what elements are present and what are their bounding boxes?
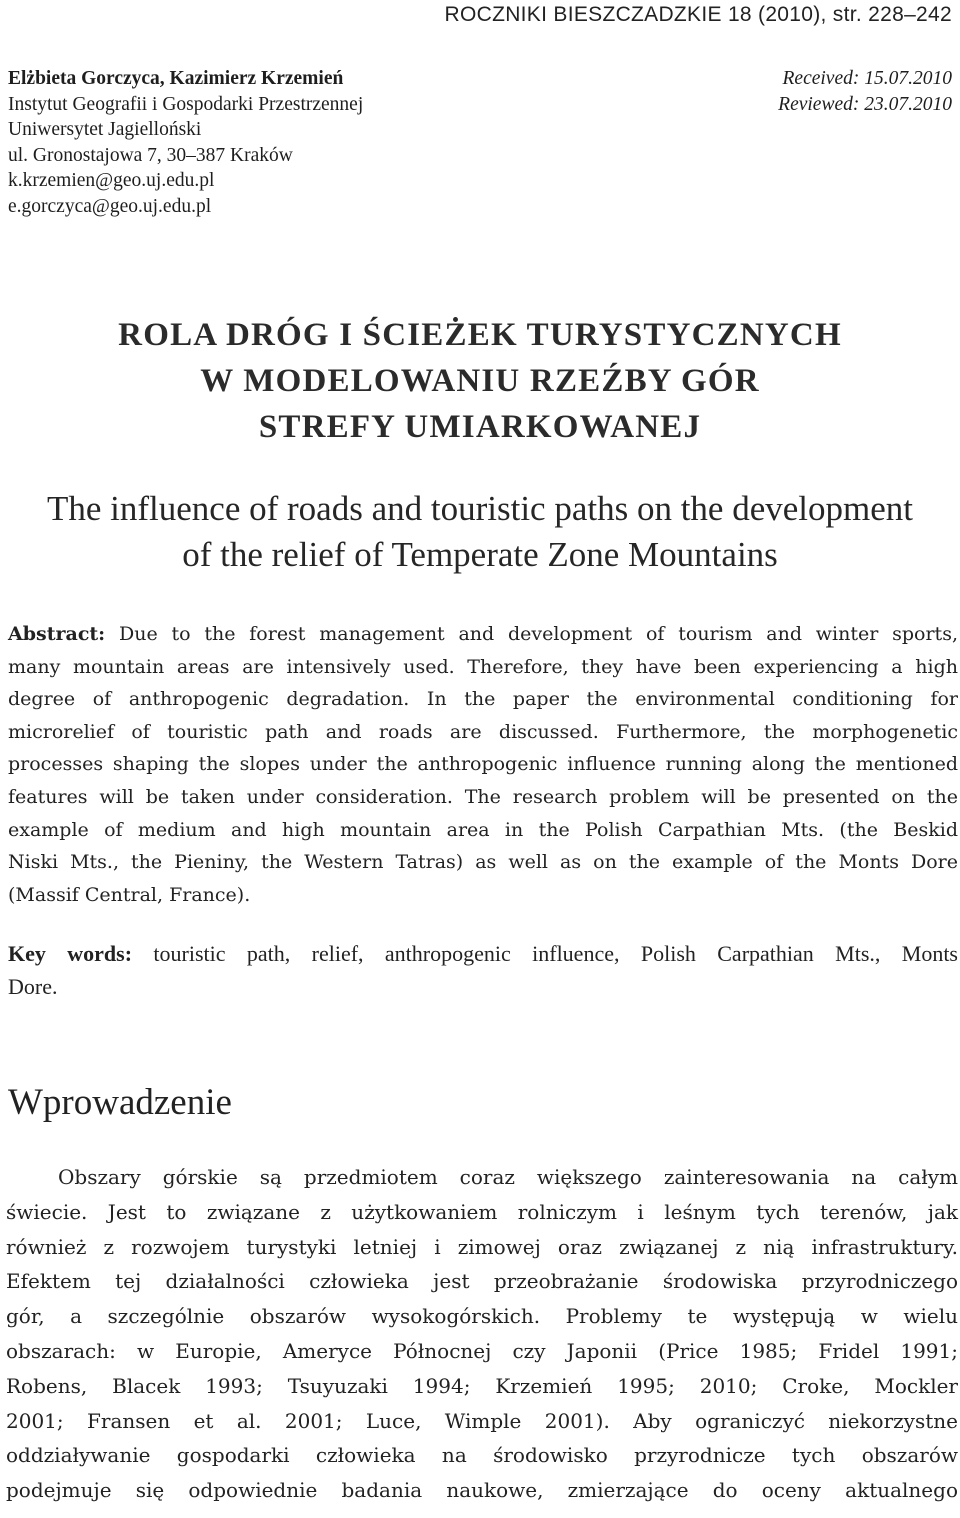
title-polish-line: ROLA DRÓG I ŚCIEŻEK TURYSTYCZNYCH — [118, 317, 842, 353]
section-heading: Wprowadzenie — [8, 1082, 232, 1123]
body-line: 2001; Fransen et al. 2001; Luce, Wimple 2001). Aby ograniczyć niekorzystne — [6, 1408, 958, 1433]
keywords-text: touristic path, relief, anthropogenic influence, Polish Carpathian Mts., Monts — [132, 941, 958, 966]
body-line: Obszary górskie są przedmiotem coraz większego zainteresowania na całym — [58, 1165, 958, 1189]
abstract-line — [8, 618, 958, 651]
body-line: Efektem tej działalności człowieka jest przeobrażanie środowiska przyrodniczego — [6, 1269, 958, 1294]
abstract-line: degree of anthropogenic degradation. In the paper the environmental conditioning for — [8, 688, 958, 711]
journal-header: ROCZNIKI BIESZCZADZKIE 18 (2010), str. 228–242 — [444, 3, 952, 26]
reviewed-date: Reviewed: 23.07.2010 — [778, 93, 952, 115]
authors-block — [8, 66, 363, 220]
affiliation-address: ul. Gronostajowa 7, 30–387 Kraków — [8, 144, 293, 166]
abstract-text: Due to the forest management and development of tourism and winter sports, — [105, 623, 958, 645]
keywords-label: Key words: — [8, 941, 133, 966]
dates-block — [778, 66, 952, 117]
body-line: świecie. Jest to związane z użytkowaniem rolniczym i leśnym tych terenów, jak — [6, 1199, 958, 1224]
body-line: oddziaływanie gospodarki człowieka na środowisko przyrodnicze tych obszarów — [6, 1443, 958, 1468]
abstract-line: processes shaping the slopes under the anthropogenic influence running along the mentioned — [8, 753, 958, 776]
author-names: Elżbieta Gorczyca, Kazimierz Krzemień — [8, 68, 344, 89]
title-english — [0, 486, 960, 578]
author-email-krzemien: k.krzemien@geo.uj.edu.pl — [8, 170, 215, 192]
body-text — [6, 1160, 958, 1508]
body-line: obszarach: w Europie, Ameryce Północnej czy Japonii (Price 1985; Fridel 1991; — [6, 1338, 958, 1363]
title-english-line: of the relief of Temperate Zone Mountains — [182, 535, 778, 574]
abstract-line: example of medium and high mountain area in the Polish Carpathian Mts. (the Beskid — [8, 818, 958, 841]
abstract-line: microrelief of touristic path and roads are discussed. Furthermore, the morphogenetic — [8, 720, 958, 743]
abstract — [8, 618, 958, 911]
title-polish-line: STREFY UMIARKOWANEJ — [258, 409, 702, 445]
abstract-line: (Massif Central, France). — [8, 883, 251, 906]
abstract-line: Niski Mts., the Pieniny, the Western Tatras) as well as on the example of the Monts Dore — [8, 851, 958, 874]
keywords-line — [8, 938, 958, 971]
affiliation-university: Uniwersytet Jagielloński — [8, 119, 202, 141]
title-polish — [0, 312, 960, 450]
affiliation-institute: Instytut Geografii i Gospodarki Przestrzennej — [8, 93, 364, 115]
title-polish-line: W MODELOWANIU RZEŹBY GÓR — [200, 363, 760, 399]
title-english-line: The influence of roads and touristic paths on the development — [47, 489, 913, 528]
abstract-label: Abstract: — [8, 623, 106, 645]
received-date: Received: 15.07.2010 — [782, 68, 952, 89]
keywords — [8, 938, 958, 1003]
keywords-line: Dore. — [8, 973, 58, 999]
body-line: również z rozwojem turystyki letniej i zimowej oraz związanej z nią infrastruktury. — [6, 1234, 958, 1259]
abstract-line: features will be taken under consideration. The research problem will be presented on the — [8, 785, 958, 808]
body-line: gór, a szczególnie obszarów wysokogórskich. Problemy te występują w wielu — [6, 1304, 958, 1329]
body-line: Robens, Blacek 1993; Tsuyuzaki 1994; Krzemień 1995; 2010; Croke, Mockler — [6, 1373, 958, 1398]
abstract-line: many mountain areas are intensively used. Therefore, they have been experiencing a high — [8, 655, 958, 678]
author-email-gorczyca: e.gorczyca@geo.uj.edu.pl — [8, 195, 212, 217]
body-line: podejmuje się odpowiednie badania naukowe, zmierzające do oceny aktualnego — [6, 1478, 958, 1503]
